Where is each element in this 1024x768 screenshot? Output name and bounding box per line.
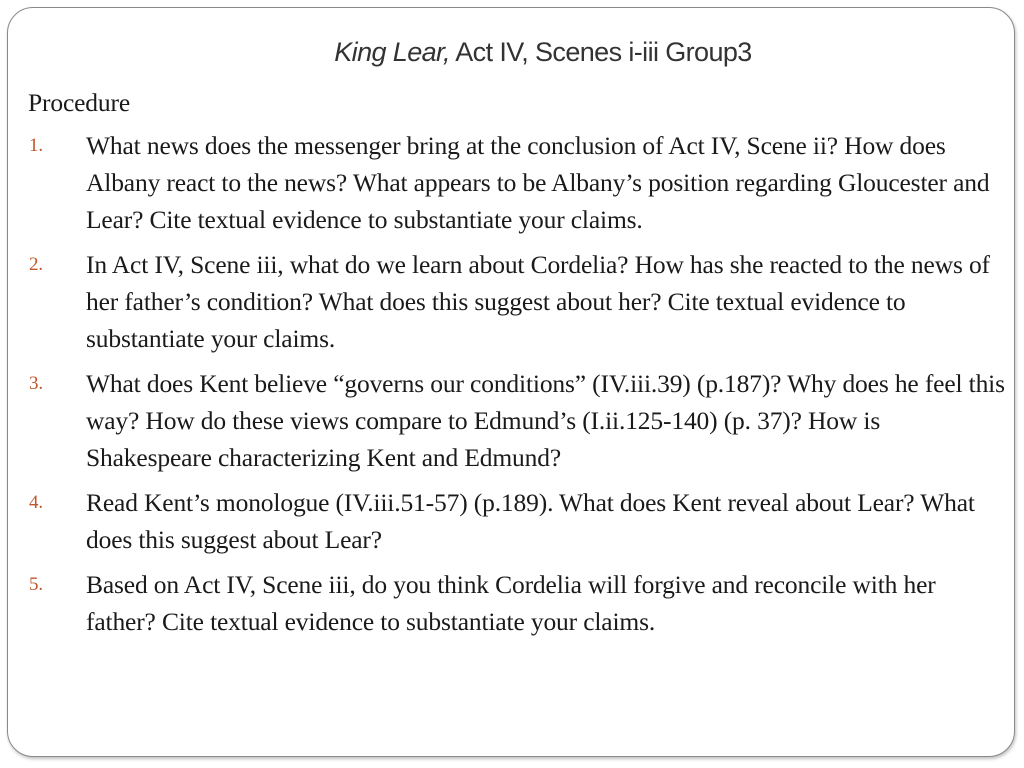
- list-item-number: 4.: [29, 492, 43, 513]
- list-item-text: What does Kent believe “governs our conditions” (IV.iii.39) (p.187)? Why does he feel this way? How do these views compare to Edmund’s (I.ii.125-140) (p. 37)? How is Shakespeare characterizing Kent and Edmund?: [86, 369, 1005, 472]
- slide-frame: [7, 7, 1015, 757]
- list-item: [28, 365, 1010, 476]
- list-item-text: In Act IV, Scene iii, what do we learn about Cordelia? How has she reacted to the news of her father’s condition? What does this suggest about her? Cite textual evidence to substantiate your claims.: [86, 250, 990, 353]
- list-item-text: What news does the messenger bring at the conclusion of Act IV, Scene ii? How does Albany react to the news? What appears to be Albany’s position regarding Gloucester and Lear? Cite textual evidence to substantiate your claims.: [86, 131, 990, 234]
- title-scene-group: Act IV, Scenes i-iii Group3: [449, 37, 752, 67]
- list-item-number: 5.: [29, 574, 43, 595]
- list-item: [28, 127, 1010, 238]
- procedure-heading: Procedure: [28, 88, 131, 117]
- list-item-text: Based on Act IV, Scene iii, do you think Cordelia will forgive and reconcile with her father? Cite textual evidence to substantiate your claims.: [86, 570, 936, 636]
- list-item-number: 3.: [29, 373, 43, 394]
- question-list: [28, 127, 1010, 640]
- list-item: [28, 484, 1010, 558]
- list-item-text: Read Kent’s monologue (IV.iii.51-57) (p.189). What does Kent reveal about Lear? What does this suggest about Lear?: [86, 488, 975, 554]
- title-play-name: King Lear,: [334, 37, 450, 67]
- slide-body: [28, 87, 1010, 648]
- slide-title: [8, 36, 1015, 68]
- list-item: [28, 246, 1010, 357]
- list-item-number: 2.: [29, 254, 43, 275]
- list-item: [28, 566, 1010, 640]
- list-item-number: 1.: [29, 135, 43, 156]
